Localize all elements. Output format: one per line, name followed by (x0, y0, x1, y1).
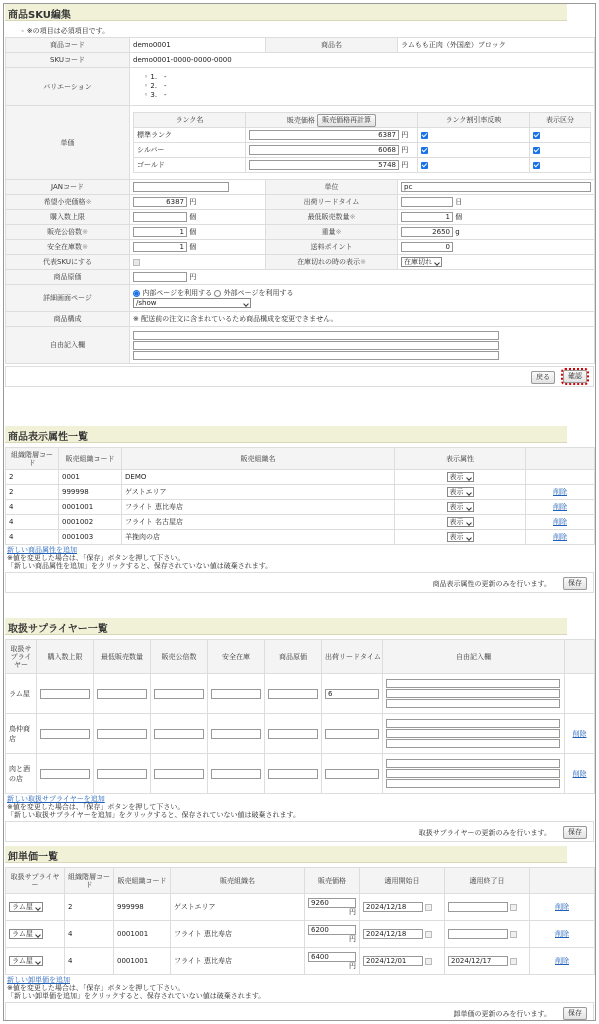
delete-link[interactable]: 削除 (553, 503, 567, 511)
safety-stock-label: 安全在庫数※ (6, 240, 130, 255)
recalc-price-button[interactable]: 販売価格再計算 (317, 114, 376, 127)
rank-price-input[interactable]: 6387 (249, 130, 399, 140)
section-title-sku: 商品SKU編集 (5, 4, 567, 21)
display-checkbox[interactable] (533, 147, 540, 154)
attr-save-note: 商品表示属性の更新のみを行います。 (432, 580, 551, 588)
supplier-min-qty-input[interactable] (97, 689, 147, 699)
end-date-input[interactable]: 2024/12/17 (448, 956, 508, 966)
wholesale-price-input[interactable]: 6400 (308, 952, 356, 962)
rank-price-table (133, 112, 591, 173)
delete-link[interactable]: 削除 (555, 903, 569, 911)
section-title-supplier: 取扱サプライヤー一覧 (5, 618, 567, 635)
section-title-wholesale: 卸単価一覧 (5, 846, 567, 863)
sku-code-label: SKUコード (6, 53, 130, 68)
supplier-save-button[interactable]: 保存 (563, 826, 587, 839)
delete-link[interactable]: 削除 (553, 518, 567, 526)
wholesale-save-button[interactable]: 保存 (563, 1007, 587, 1020)
add-wholesale-link[interactable]: 新しい卸単価を追加 (7, 976, 70, 984)
attribute-table (5, 447, 595, 545)
rank-price-input[interactable]: 6068 (249, 145, 399, 155)
attr-save-bar (5, 572, 594, 593)
supplier-section: 取扱サプライヤー一覧 取扱サプライヤー 購入数上限 最低販売数量 販売公倍数 安全在庫 商品原価 出荷リードタイム 自由記入欄 ラム屋 6 鳥仲商店 削除 肉と酒の店 削除 新しい取扱サプライヤーを追加 ※値を変更した場合は、「保存」ボタンを押して下さい。 「新しい取扱サプライヤーを追加」をクリックすると、保存されていない値は破棄されます。 取扱サプライヤーの更新のみを行います。 保存 (5, 618, 594, 842)
free-text-input[interactable] (133, 331, 499, 340)
supplier-free-input[interactable] (386, 739, 560, 748)
display-attr-select[interactable]: 表示 (447, 487, 474, 497)
table-row: ラム屋 4 0001001 フライト 恵比寿店 6200 円 2024/12/18 削除 (6, 921, 595, 948)
end-date-input[interactable] (448, 929, 508, 939)
jan-label: JANコード (6, 180, 130, 195)
calendar-icon[interactable] (425, 958, 432, 965)
table-row: 2 0001 DEMO 表示 (6, 470, 595, 485)
table-row: 4 0001003 羊挽肉の店 表示 削除 (6, 530, 595, 545)
wholesale-save-bar: 卸単価の更新のみを行います。 保存 (5, 1002, 594, 1021)
calendar-icon[interactable] (510, 904, 517, 911)
end-date-input[interactable] (448, 902, 508, 912)
cost-label: 商品原価 (6, 270, 130, 285)
section-title-attr: 商品表示属性一覧 (5, 426, 567, 443)
supplier-lead-input[interactable]: 6 (325, 689, 379, 699)
attr-col-code: 販売組織コード (59, 448, 122, 470)
composition-label: 商品構成 (6, 312, 130, 327)
product-name-label: 商品名 (266, 38, 398, 53)
attr-col-name: 販売組織名 (122, 448, 395, 470)
rank-row: シルバー 6068 円 (134, 143, 591, 158)
attr-col-display: 表示属性 (395, 448, 526, 470)
delete-link[interactable]: 削除 (555, 930, 569, 938)
wholesale-supplier-select[interactable]: ラム屋 (9, 929, 43, 939)
wholesale-price-input[interactable]: 9260 (308, 898, 356, 908)
supplier-multiple-input[interactable] (154, 729, 204, 739)
calendar-icon[interactable] (425, 904, 432, 911)
attr-save-button[interactable]: 保存 (563, 577, 587, 590)
sell-price-header: 販売価格 販売価格再計算 (246, 113, 418, 128)
free-text-input[interactable] (133, 341, 499, 350)
detail-page-select[interactable]: /show (133, 298, 251, 308)
product-name-value: ラムもも正肉（外国産）ブロック (398, 38, 595, 53)
rank-name: ゴールド (134, 158, 246, 173)
cost-input[interactable] (133, 272, 187, 282)
rank-discount-header: ランク割引率反映 (418, 113, 530, 128)
min-qty-label: 最低販売数量※ (266, 210, 398, 225)
weight-label: 重量※ (266, 225, 398, 240)
product-code-value: demo0001 (130, 38, 266, 53)
confirm-button[interactable]: 確認 (563, 370, 587, 383)
supplier-cost-input[interactable] (268, 729, 318, 739)
safety-stock-input[interactable]: 1 (133, 242, 187, 252)
display-attr-select[interactable]: 表示 (447, 517, 474, 527)
supplier-max-qty-input[interactable] (40, 769, 90, 779)
jan-input[interactable] (133, 182, 229, 192)
supplier-lead-input[interactable] (325, 769, 379, 779)
external-page-radio[interactable] (214, 290, 221, 297)
calendar-icon[interactable] (425, 931, 432, 938)
ship-point-input[interactable]: 0 (401, 242, 453, 252)
display-attr-select[interactable]: 表示 (447, 502, 474, 512)
supplier-cost-input[interactable] (268, 769, 318, 779)
rank-row: 標準ランク 6387 円 (134, 128, 591, 143)
table-row: 肉と酒の店 削除 (6, 754, 595, 794)
supplier-safety-input[interactable] (211, 689, 261, 699)
supplier-free-input[interactable] (386, 689, 560, 698)
supplier-free-input[interactable] (386, 679, 560, 688)
representative-sku-checkbox[interactable] (133, 259, 140, 266)
rank-name: シルバー (134, 143, 246, 158)
table-row: ラム屋 6 (6, 674, 595, 714)
supplier-lead-input[interactable] (325, 729, 379, 739)
max-qty-label: 購入数上限 (6, 210, 130, 225)
supplier-free-input[interactable] (386, 779, 560, 788)
page-frame (3, 3, 596, 1021)
wholesale-section: 卸単価一覧 取扱サプライヤー 組織階層コード 販売組織コード 販売組織名 販売価格 適用開始日 適用終了日 ラム屋 2 999998 ゲストエリア 9260 円 2024/12/18 削除 ラム屋 4 0001001 フライト 恵比寿店 6200 円 2024/12/18 削除 ラム屋 4 0001001 フライト 恵比寿店 6400 円 2024/12/01 2024/12/17 削除 新しい卸単価を追加 ※値を変更した場合は、「保存」ボタンを押して下さい。 「新しい卸単価を追加」をクリックすると、保存されていない値は破棄されます。 卸単価の更新のみを行います。 保存 (5, 846, 594, 1021)
weight-input[interactable]: 2650 (401, 227, 453, 237)
sku-edit-section (5, 4, 594, 387)
delete-link[interactable]: 削除 (553, 533, 567, 541)
display-attr-select[interactable]: 表示 (447, 472, 474, 482)
add-supplier-link[interactable]: 新しい取扱サプライヤーを追加 (7, 795, 105, 803)
internal-page-radio[interactable] (133, 290, 140, 297)
stockout-select[interactable]: 在庫切れ (401, 257, 442, 267)
attr-note: ※値を変更した場合は、「保存」ボタンを押して下さい。 (7, 554, 185, 562)
supplier-max-qty-input[interactable] (40, 689, 90, 699)
wholesale-price-input[interactable]: 6200 (308, 925, 356, 935)
supplier-save-bar: 取扱サプライヤーの更新のみを行います。 保存 (5, 821, 594, 842)
detail-page-label: 詳細画面ページ (6, 285, 130, 312)
sku-code-value: demo0001-0000-0000-0000 (130, 53, 595, 68)
min-qty-input[interactable]: 1 (401, 212, 453, 222)
lead-time-input[interactable] (401, 197, 453, 207)
delete-link[interactable]: 削除 (553, 488, 567, 496)
rank-discount-checkbox[interactable] (421, 147, 428, 154)
lead-time-label: 出荷リードタイム (266, 195, 398, 210)
supplier-table: 取扱サプライヤー 購入数上限 最低販売数量 販売公倍数 安全在庫 商品原価 出荷リードタイム 自由記入欄 ラム屋 6 鳥仲商店 削除 肉と酒の店 削除 (5, 639, 595, 794)
delete-link[interactable]: 削除 (572, 729, 587, 738)
start-date-input[interactable]: 2024/12/01 (363, 956, 423, 966)
delete-link[interactable]: 削除 (555, 957, 569, 965)
supplier-free-input[interactable] (386, 769, 560, 778)
variation-item: ◦ 2. - (144, 82, 167, 90)
start-date-input[interactable]: 2024/12/18 (363, 902, 423, 912)
ship-point-label: 送料ポイント (266, 240, 398, 255)
calendar-icon[interactable] (510, 958, 517, 965)
rank-name-header: ランク名 (134, 113, 246, 128)
unit-label: 単位 (266, 180, 398, 195)
calendar-icon[interactable] (510, 931, 517, 938)
supplier-multiple-input[interactable] (154, 689, 204, 699)
start-date-input[interactable]: 2024/12/18 (363, 929, 423, 939)
variation-list (130, 68, 595, 106)
supplier-free-input[interactable] (386, 699, 560, 708)
table-row: ラム屋 2 999998 ゲストエリア 9260 円 2024/12/18 削除 (6, 894, 595, 921)
supplier-free-input[interactable] (386, 759, 560, 768)
price-label: 単価 (6, 106, 130, 180)
variation-label: バリエーション (6, 68, 130, 106)
display-attr-select[interactable]: 表示 (447, 532, 474, 542)
display-type-header: 表示区分 (530, 113, 591, 128)
supplier-multiple-input[interactable] (154, 769, 204, 779)
rank-name: 標準ランク (134, 128, 246, 143)
supplier-max-qty-input[interactable] (40, 729, 90, 739)
max-qty-input[interactable] (133, 212, 187, 222)
wholesale-supplier-select[interactable]: ラム屋 (9, 956, 43, 966)
free-text-input[interactable] (133, 351, 499, 360)
supplier-min-qty-input[interactable] (97, 729, 147, 739)
table-row: 4 0001001 フライト 恵比寿店 表示 削除 (6, 500, 595, 515)
display-checkbox[interactable] (533, 162, 540, 169)
supplier-free-input[interactable] (386, 719, 560, 728)
attr-col-level: 組織階層コード (6, 448, 59, 470)
table-row: 4 0001002 フライト 名古屋店 表示 削除 (6, 515, 595, 530)
free-text-label: 自由記入欄 (6, 327, 130, 364)
supplier-cost-input[interactable] (268, 689, 318, 699)
rank-price-input[interactable]: 5748 (249, 160, 399, 170)
table-row: 鳥仲商店 削除 (6, 714, 595, 754)
display-attribute-section (5, 426, 594, 593)
required-note: ◦ ※の項目は必須項目です。 (21, 27, 110, 35)
back-button[interactable]: 戻る (531, 371, 555, 384)
rank-discount-checkbox[interactable] (421, 162, 428, 169)
supplier-min-qty-input[interactable] (97, 769, 147, 779)
wholesale-supplier-select[interactable]: ラム屋 (9, 902, 43, 912)
composition-note: ※ 配送前の注文に含まれているため商品構成を変更できません。 (130, 312, 595, 327)
table-row: 2 999998 ゲストエリア 表示 削除 (6, 485, 595, 500)
sku-form-table: 商品コード demo0001 商品名 ラムもも正肉（外国産）ブロック SKUコード demo0001-0000-0000-0000 バリエーション ◦ 1. - ◦ 2. - ◦ 3. - 単価 ランク名 販売価格 販売価格再計算 ランク割引率反映 表示区分 標準ランク 6387 円 シルバー 6068 円 ゴールド 5748 円 JANコード 単位 pc 希望小売価格※ 6387 円 出荷リードタイム 日 購入数上限 個 最低販売数量※ 1 個 販売公倍数※ 1 個 重量※ 2650 g 安全在庫数※ 1 個 送料ポイント 0 代表SKUにする 在庫切れの時の表示※ 在庫切れ 商品原価 円 詳細画面ページ 内部ページを利用する 外部ページを利用する /show 商品構成 ※ 配送前の注文に含まれているため商品構成を変更できません。 自由記入欄 (5, 37, 595, 364)
product-code-label: 商品コード (6, 38, 130, 53)
sku-action-bar (5, 366, 594, 387)
add-attribute-link[interactable]: 新しい商品属性を追加 (7, 546, 77, 554)
rank-row: ゴールド 5748 円 (134, 158, 591, 173)
msrp-label: 希望小売価格※ (6, 195, 130, 210)
wholesale-table: 取扱サプライヤー 組織階層コード 販売組織コード 販売組織名 販売価格 適用開始日 適用終了日 ラム屋 2 999998 ゲストエリア 9260 円 2024/12/18 削除 ラム屋 4 0001001 フライト 恵比寿店 6200 円 2024/12/18 削除 ラム屋 4 0001001 フライト 恵比寿店 6400 円 2024/12/01 2024/12/17 削除 (5, 867, 595, 975)
delete-link[interactable]: 削除 (572, 769, 587, 778)
stockout-display-label: 在庫切れの時の表示※ (266, 255, 398, 270)
attr-note: 「新しい商品属性を追加」をクリックすると、保存されていない値は破棄されます。 (7, 562, 273, 570)
sale-multiple-input[interactable]: 1 (133, 227, 187, 237)
supplier-free-input[interactable] (386, 729, 560, 738)
msrp-input[interactable]: 6387 (133, 197, 187, 207)
supplier-safety-input[interactable] (211, 769, 261, 779)
variation-item: ◦ 1. - (144, 73, 167, 81)
table-row: ラム屋 4 0001001 フライト 恵比寿店 6400 円 2024/12/01 2024/12/17 削除 (6, 948, 595, 975)
variation-item: ◦ 3. - (144, 91, 167, 99)
rank-discount-checkbox[interactable] (421, 132, 428, 139)
supplier-safety-input[interactable] (211, 729, 261, 739)
display-checkbox[interactable] (533, 132, 540, 139)
sale-multiple-label: 販売公倍数※ (6, 225, 130, 240)
unit-input[interactable]: pc (401, 182, 591, 192)
representative-sku-label: 代表SKUにする (6, 255, 130, 270)
rank-price-cell (130, 106, 595, 180)
